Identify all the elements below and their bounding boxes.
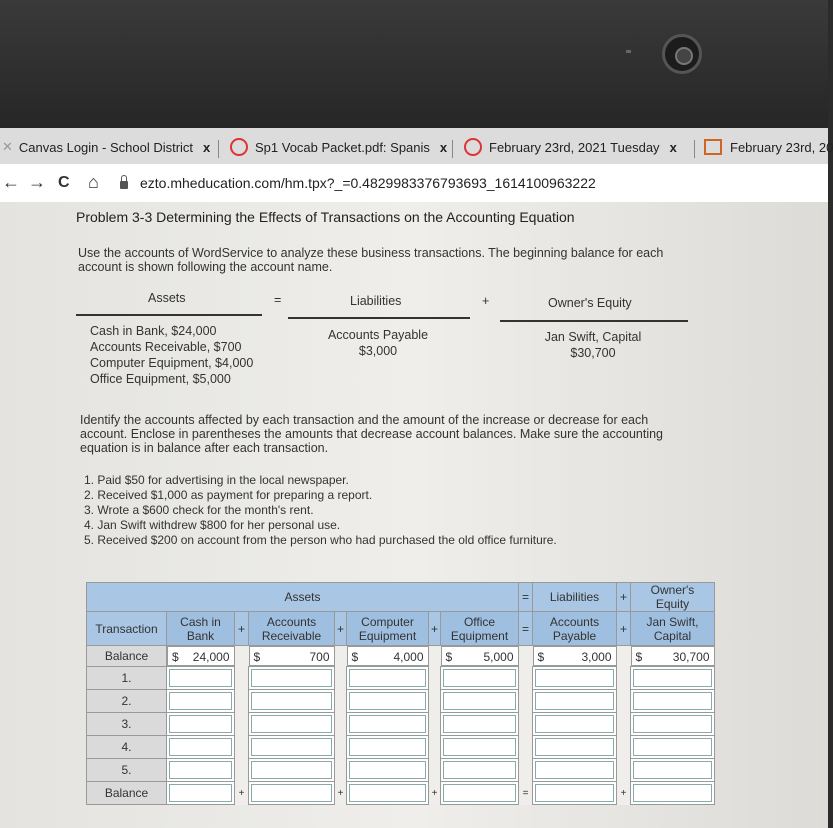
office-input[interactable] — [441, 759, 519, 782]
computer-input[interactable] — [347, 736, 429, 759]
browser-tab-bar — [0, 128, 833, 164]
final-balance-row — [87, 782, 715, 805]
payable-input[interactable] — [533, 736, 617, 759]
spacer — [617, 667, 631, 690]
spacer — [429, 667, 441, 690]
spacer — [617, 713, 631, 736]
intro-line-1: Use the accounts of WordService to analyze these business transactions. The beginning balance for each — [78, 246, 664, 260]
url-text: ezto.mheducation.com/hm.tpx?_=0.4829983376793693_1614100963222 — [140, 175, 596, 191]
office-input[interactable] — [441, 713, 519, 736]
back-icon[interactable]: ← — [2, 172, 20, 192]
spacer — [235, 646, 249, 667]
col-header-line: Jan Swift, — [646, 614, 699, 629]
page-title: Problem 3-3 Determining the Effects of Transactions on the Accounting Equation — [76, 209, 575, 225]
tab-february-23[interactable] — [464, 134, 686, 160]
instruction-line-1: Identify the accounts affected by each transaction and the amount of the increase or decrease for each — [80, 413, 649, 427]
transaction-item: 4. Jan Swift withdrew $800 for her personal use. — [84, 518, 341, 532]
plus-sign: + — [429, 782, 441, 805]
transaction-column-header: Transaction — [87, 612, 167, 646]
assets-list — [90, 323, 253, 387]
office-input[interactable] — [441, 736, 519, 759]
computer-total-input[interactable] — [347, 782, 429, 805]
tab-label: February 23rd, 2021 Tuesday — [489, 139, 660, 155]
col-header-line: Cash in — [180, 614, 221, 629]
plus-sign: + — [617, 782, 631, 805]
computer-input[interactable] — [347, 667, 429, 690]
equals-sign: = — [274, 293, 282, 307]
capital-column-header — [631, 612, 715, 646]
webcam-icon — [662, 34, 702, 74]
receivable-total-input[interactable] — [249, 782, 335, 805]
spacer — [519, 646, 533, 667]
row-label: 2. — [87, 690, 167, 713]
cash-input[interactable] — [167, 713, 235, 736]
capital-input[interactable] — [631, 690, 715, 713]
row-label: 5. — [87, 759, 167, 782]
spacer — [335, 646, 347, 667]
spacer — [519, 713, 533, 736]
dollar-sign: $ — [635, 650, 643, 664]
table-plus: + — [617, 583, 631, 612]
office-input[interactable] — [441, 690, 519, 713]
computer-column-header — [347, 612, 429, 646]
payable-total-input[interactable] — [533, 782, 617, 805]
transaction-row — [87, 713, 715, 736]
capital-input[interactable] — [631, 759, 715, 782]
plus-sign: + — [429, 612, 441, 646]
plus-sign: + — [617, 612, 631, 646]
plus-sign: + — [335, 782, 347, 805]
col-header-line: Computer — [361, 614, 414, 629]
spacer — [429, 759, 441, 782]
plus-sign: + — [335, 612, 347, 646]
asset-item: Computer Equipment, $4,000 — [90, 356, 254, 370]
row-label: 3. — [87, 713, 167, 736]
spacer — [335, 759, 347, 782]
assets-heading: Assets — [148, 291, 186, 305]
payable-column-header — [533, 612, 617, 646]
capital-input[interactable] — [631, 736, 715, 759]
row-label: Balance — [87, 782, 167, 805]
equity-rule — [500, 320, 688, 322]
home-icon[interactable]: ⌂ — [88, 172, 99, 192]
tab-label: Canvas Login - School District — [18, 139, 194, 155]
tab-sp1-vocab[interactable] — [230, 134, 448, 160]
col-header-line: Equipment — [358, 628, 417, 643]
equity-header-line: Equity — [655, 597, 690, 611]
transaction-row — [87, 736, 715, 759]
balance-cash — [167, 646, 235, 666]
dollar-sign: $ — [351, 650, 359, 664]
tab-separator — [694, 140, 695, 158]
computer-input[interactable] — [347, 713, 429, 736]
sensor-dot — [626, 50, 631, 53]
payable-input[interactable] — [533, 713, 617, 736]
plus-sign: + — [235, 782, 249, 805]
dollar-sign: $ — [253, 650, 261, 664]
cash-total-input[interactable] — [167, 782, 235, 805]
instruction-line-3: equation is in balance after each transaction. — [80, 441, 329, 455]
spacer — [335, 667, 347, 690]
payable-input[interactable] — [533, 667, 617, 690]
transaction-table — [86, 582, 715, 805]
balance-value: 3,000 — [581, 650, 612, 664]
transaction-item: 2. Received $1,000 as payment for preparing a report. — [84, 488, 373, 502]
spacer — [519, 736, 533, 759]
transaction-item: 3. Wrote a $600 check for the month's rent. — [84, 503, 314, 517]
close-tab-icon[interactable]: x — [439, 139, 448, 155]
transaction-list — [84, 473, 557, 548]
balance-value: 24,000 — [192, 650, 230, 664]
spacer — [235, 713, 249, 736]
balance-payable — [533, 646, 617, 666]
balance-value: 5,000 — [483, 650, 514, 664]
cash-input[interactable] — [167, 690, 235, 713]
intro-line-2: account is shown following the account name. — [78, 260, 333, 274]
tab-canvas-login[interactable] — [0, 134, 210, 160]
col-header-line: Receivable — [261, 628, 322, 643]
transaction-row — [87, 759, 715, 782]
spacer — [235, 690, 249, 713]
spacer — [519, 690, 533, 713]
lock-icon — [120, 181, 128, 189]
col-header-line: Bank — [186, 628, 215, 643]
balance-computer — [347, 646, 429, 666]
spacer — [235, 736, 249, 759]
spacer — [335, 736, 347, 759]
doc-icon — [704, 139, 722, 155]
transaction-row — [87, 690, 715, 713]
address-bar — [0, 164, 828, 203]
forward-icon[interactable]: → — [28, 172, 46, 192]
balance-office — [441, 646, 519, 666]
loading-icon — [464, 138, 482, 156]
spacer — [617, 736, 631, 759]
payable-input[interactable] — [533, 759, 617, 782]
row-label: 1. — [87, 667, 167, 690]
tab-separator — [452, 140, 453, 158]
transaction-item: 5. Received $200 on account from the person who had purchased the old office furniture. — [84, 533, 557, 547]
row-label: 4. — [87, 736, 167, 759]
cash-column-header — [167, 612, 235, 646]
office-total-input[interactable] — [441, 782, 519, 805]
table-equals: = — [519, 583, 533, 612]
asset-item: Cash in Bank, $24,000 — [90, 324, 217, 338]
receivable-input[interactable] — [249, 759, 335, 782]
tab-separator — [218, 140, 219, 158]
computer-input[interactable] — [347, 759, 429, 782]
col-header-line: Capital — [653, 628, 692, 643]
url-field[interactable] — [120, 170, 596, 196]
capital-input[interactable] — [631, 667, 715, 690]
plus-sign: + — [235, 612, 249, 646]
computer-input[interactable] — [347, 690, 429, 713]
cash-input[interactable] — [167, 667, 235, 690]
liabilities-rule — [288, 317, 470, 319]
spacer — [519, 667, 533, 690]
receivable-input[interactable] — [249, 667, 335, 690]
equals-sign: = — [519, 612, 533, 646]
col-header-line: Payable — [552, 628, 597, 643]
laptop-bezel — [0, 0, 828, 128]
instruction-line-2: account. Enclose in parentheses the amounts that decrease account balances. Make sure the accounting — [80, 427, 664, 441]
col-header-line: Equipment — [450, 628, 509, 643]
spacer — [335, 713, 347, 736]
equity-item: Jan Swift, Capital — [544, 330, 642, 344]
tab-label: Sp1 Vocab Packet.pdf: Spanis — [255, 139, 430, 155]
receivable-input[interactable] — [249, 736, 335, 759]
spacer — [617, 646, 631, 667]
cash-input[interactable] — [167, 736, 235, 759]
loading-icon — [230, 138, 248, 156]
tab-favicon-icon: ✕ — [2, 139, 13, 154]
spacer — [235, 667, 249, 690]
liabilities-list — [324, 327, 432, 359]
equity-heading: Owner's Equity — [548, 296, 632, 310]
col-header-line: Accounts — [266, 614, 317, 629]
liability-amount: $3,000 — [358, 344, 398, 358]
tab-february-23-doc[interactable] — [704, 134, 833, 160]
transaction-item: 1. Paid $50 for advertising in the local newspaper. — [84, 473, 349, 487]
spacer — [519, 759, 533, 782]
plus-sign: + — [482, 294, 490, 308]
equity-amount: $30,700 — [570, 346, 616, 360]
problem-page — [0, 202, 828, 828]
reload-icon[interactable]: C — [58, 174, 70, 191]
balance-value: 700 — [309, 650, 330, 664]
spacer — [429, 713, 441, 736]
table-assets-header: Assets — [87, 583, 519, 612]
spacer — [617, 759, 631, 782]
office-column-header — [441, 612, 519, 646]
close-tab-icon[interactable]: x — [203, 139, 211, 155]
asset-item: Accounts Receivable, $700 — [90, 340, 242, 354]
dollar-sign: $ — [537, 650, 545, 664]
liabilities-heading: Liabilities — [350, 294, 402, 308]
receivable-input[interactable] — [249, 690, 335, 713]
tab-label: February 23rd, 20 — [730, 139, 833, 155]
spacer — [429, 646, 441, 667]
table-equity-header — [631, 583, 715, 612]
equals-sign: = — [519, 782, 533, 805]
spacer — [617, 690, 631, 713]
office-input[interactable] — [441, 667, 519, 690]
assets-rule — [76, 314, 262, 316]
dollar-sign: $ — [172, 650, 179, 664]
equity-list — [536, 329, 650, 361]
close-tab-icon[interactable]: x — [669, 139, 677, 155]
spacer — [429, 690, 441, 713]
cash-input[interactable] — [167, 759, 235, 782]
table-liabilities-header: Liabilities — [533, 583, 617, 612]
transaction-row — [87, 667, 715, 690]
receivable-column-header — [249, 612, 335, 646]
asset-item: Office Equipment, $5,000 — [90, 372, 231, 386]
spacer — [335, 690, 347, 713]
col-header-line: Accounts — [549, 614, 600, 629]
balance-row — [87, 646, 715, 667]
capital-total-input[interactable] — [631, 782, 715, 805]
balance-value: 30,700 — [672, 650, 710, 664]
payable-input[interactable] — [533, 690, 617, 713]
spacer — [429, 736, 441, 759]
receivable-input[interactable] — [249, 713, 335, 736]
capital-input[interactable] — [631, 713, 715, 736]
equity-header-line: Owner's — [650, 583, 695, 597]
balance-receivable — [249, 646, 335, 666]
balance-value: 4,000 — [393, 650, 424, 664]
dollar-sign: $ — [445, 650, 453, 664]
col-header-line: Office — [463, 614, 496, 629]
row-label: Balance — [87, 646, 167, 667]
spacer — [235, 759, 249, 782]
liability-item: Accounts Payable — [327, 328, 429, 342]
balance-capital — [631, 646, 715, 666]
